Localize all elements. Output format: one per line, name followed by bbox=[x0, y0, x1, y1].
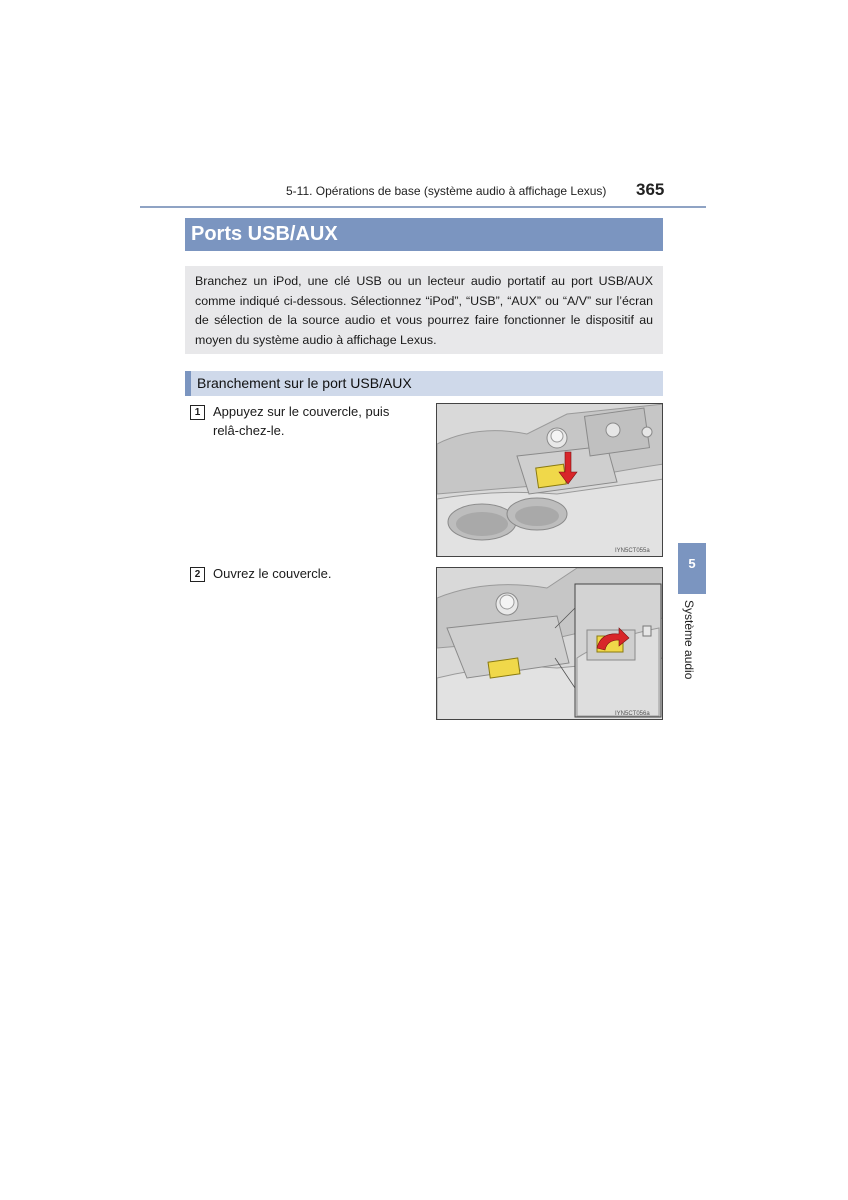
section-heading: Branchement sur le port USB/AUX bbox=[185, 371, 663, 396]
intro-paragraph: Branchez un iPod, une clé USB ou un lecteur audio portatif au port USB/AUX comme indiqué ci-dessous. Sélectionnez “iPod”, “USB”, “AUX” ou “A/V” sur l’écran de sélection de la source audio et vous pourrez faire fonctionner le dispositif au moyen du système audio à affichage Lexus. bbox=[185, 266, 663, 354]
console-drawing-2 bbox=[437, 568, 663, 720]
header-divider bbox=[140, 206, 706, 208]
image-code: IYN5CT056a bbox=[615, 711, 650, 717]
step-1 bbox=[190, 402, 425, 440]
page-number: 365 bbox=[636, 180, 665, 199]
console-drawing-1 bbox=[437, 404, 663, 557]
illustration-press-cover bbox=[436, 403, 663, 557]
step-text: Ouvrez le couvercle. bbox=[213, 566, 332, 581]
chapter-tab: 5 bbox=[678, 543, 706, 594]
step-2 bbox=[190, 564, 425, 583]
illustration-open-cover bbox=[436, 567, 663, 720]
step-number: 1 bbox=[190, 405, 205, 420]
page-title: Ports USB/AUX bbox=[185, 218, 663, 251]
step-number: 2 bbox=[190, 567, 205, 582]
step-text: Appuyez sur le couvercle, puis relâ-chez-le. bbox=[213, 404, 390, 438]
image-code: IYN5CT055a bbox=[615, 548, 650, 554]
chapter-title-text: Système audio bbox=[682, 600, 696, 680]
running-header: 5-11. Opérations de base (système audio à affichage Lexus) bbox=[286, 184, 607, 198]
chapter-title bbox=[670, 598, 710, 698]
